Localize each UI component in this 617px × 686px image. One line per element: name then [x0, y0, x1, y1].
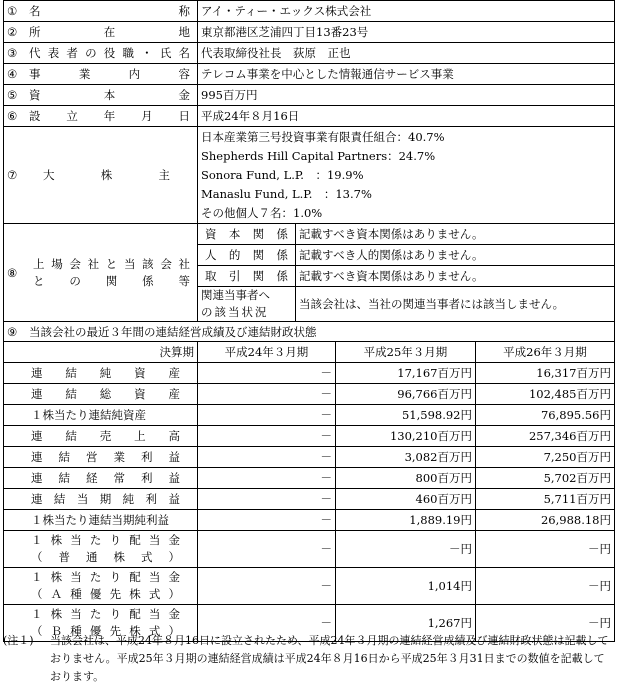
item-number: ①: [7, 4, 18, 18]
financial-row: [4, 405, 615, 426]
financial-row: [4, 426, 615, 447]
item-value: 代表取締役社長 荻原 正也: [198, 43, 615, 64]
header-fy2013: 平成25年３月期: [336, 342, 476, 363]
financial-label: １株当たり連結当期純利益: [4, 510, 198, 531]
item-number: ②: [7, 25, 18, 39]
financial-value: 5,711百万円: [476, 489, 615, 510]
financial-value: －: [198, 468, 336, 489]
item-label: 設 立 年 月 日: [29, 109, 190, 123]
shareholder-item: 日本産業第三号投資事業有限責任組合：40.7%: [201, 129, 445, 144]
header-fy2012: 平成24年３月期: [198, 342, 336, 363]
financial-value: 7,250百万円: [476, 447, 615, 468]
header-period: 決算期: [4, 342, 198, 363]
relation-type: 資 本 関 係: [198, 224, 296, 245]
financial-value: －: [198, 405, 336, 426]
relation-type: 取 引 関 係: [198, 266, 296, 287]
financial-row: [4, 447, 615, 468]
relation-value: 記載すべき資本関係はありません。: [296, 266, 615, 287]
dividend-label: １ 株 当 た り 配 当 金 （ 普 通 株 式 ）: [4, 531, 198, 568]
relation-label-line2: と の 関 係 等: [33, 273, 190, 288]
info-row: [4, 43, 615, 64]
financial-value: 102,485百万円: [476, 384, 615, 405]
dividend-value: －円: [476, 568, 615, 605]
dividend-value: －円: [476, 605, 615, 642]
financial-label: 連 結 総 資 産: [4, 384, 198, 405]
shareholder-item: Sonora Fund, L.P. ：19.9%: [201, 167, 364, 182]
shareholder-list: [198, 127, 615, 224]
financial-title-row: [4, 322, 615, 342]
info-row: [4, 22, 615, 43]
dividend-value: －円: [336, 531, 476, 568]
related-party-label: 関連当事者へ の該当状況: [198, 287, 296, 322]
footnote: [3, 632, 614, 686]
shareholder-item: Shepherds Hill Capital Partners：24.7%: [201, 148, 436, 163]
item-number: ④: [7, 67, 18, 81]
financial-value: 16,317百万円: [476, 363, 615, 384]
relation-value: 記載すべき人的関係はありません。: [296, 245, 615, 266]
shareholder-item: その他個人７名：1.0%: [201, 205, 323, 220]
dividend-value: 1,267円: [336, 605, 476, 642]
financial-value: －: [198, 426, 336, 447]
financial-row: [4, 510, 615, 531]
financial-label: 連 結 売 上 高: [4, 426, 198, 447]
financial-value: 800百万円: [336, 468, 476, 489]
info-row: [4, 1, 615, 22]
header-fy2014: 平成26年３月期: [476, 342, 615, 363]
dividend-value: －: [198, 531, 336, 568]
item-label: 名 称: [29, 4, 190, 18]
financial-label: 連 結 当 期 純 利 益: [4, 489, 198, 510]
info-row: [4, 106, 615, 127]
shareholder-item: Manaslu Fund, L.P. ：13.7%: [201, 186, 372, 201]
dividend-label: １ 株 当 た り 配 当 金 （ Ｂ 種 優 先 株 式 ）: [4, 605, 198, 642]
financial-value: －: [198, 384, 336, 405]
item-number: ⑤: [7, 88, 18, 102]
financial-value: 17,167百万円: [336, 363, 476, 384]
financial-value: 130,210百万円: [336, 426, 476, 447]
item-value: テレコム事業を中心とした情報通信サービス事業: [198, 64, 615, 85]
relation-row: [4, 224, 615, 245]
dividend-row: [4, 531, 615, 568]
financial-row: [4, 363, 615, 384]
relation-label-line1: 上 場 会 社 と 当 該 会 社: [33, 256, 190, 271]
item-number: ⑨: [7, 324, 18, 339]
financial-value: 257,346百万円: [476, 426, 615, 447]
financial-row: [4, 468, 615, 489]
financial-value: 1,889.19円: [336, 510, 476, 531]
item-label-shareholders: 大 株 主: [43, 168, 170, 182]
info-row: [4, 85, 615, 106]
financial-value: －: [198, 363, 336, 384]
item-number: ⑦: [7, 168, 18, 182]
dividend-label: １ 株 当 た り 配 当 金 （ Ａ 種 優 先 株 式 ）: [4, 568, 198, 605]
financial-value: －: [198, 510, 336, 531]
item-value: 平成24年８月16日: [198, 106, 615, 127]
item-value: 995百万円: [198, 85, 615, 106]
item-number: ③: [7, 46, 18, 60]
item-value: アイ・ティー・エックス株式会社: [198, 1, 615, 22]
financial-title: 当該会社の最近３年間の連結経営成績及び連結財政状態: [29, 324, 317, 339]
dividend-value: －: [198, 605, 336, 642]
dividend-value: －円: [476, 531, 615, 568]
financial-label: １株当たり連結純資産: [4, 405, 198, 426]
financial-label: 連 結 経 常 利 益: [4, 468, 198, 489]
financial-value: 26,988.18円: [476, 510, 615, 531]
footnote-tag: (注１): [3, 634, 34, 647]
financial-value: 51,598.92円: [336, 405, 476, 426]
item-label: 所 在 地: [29, 25, 190, 39]
dividend-value: 1,014円: [336, 568, 476, 605]
financial-value: 5,702百万円: [476, 468, 615, 489]
info-row: [4, 64, 615, 85]
financial-value: 96,766百万円: [336, 384, 476, 405]
financial-header-row: [4, 342, 615, 363]
related-party-value: 当該会社は、当社の関連当事者には該当しません。: [296, 287, 615, 322]
financial-value: －: [198, 447, 336, 468]
financial-value: 76,895.56円: [476, 405, 615, 426]
shareholders-row: [4, 127, 615, 224]
financial-label: 連 結 純 資 産: [4, 363, 198, 384]
item-number: ⑥: [7, 109, 18, 123]
item-value: 東京都港区芝浦四丁目13番23号: [198, 22, 615, 43]
footnote-text: 当該会社は、平成24年８月16日に設立されたため、平成24年３月期の連結経営成績及び連結財政状態は記載しておりません。平成25年３月期の連結経営成績は平成24年８月16日から平成25年３月31日までの数値を記載しております。: [50, 634, 609, 683]
relation-type: 人 的 関 係: [198, 245, 296, 266]
relation-value: 記載すべき資本関係はありません。: [296, 224, 615, 245]
item-label: 資 本 金: [29, 88, 190, 102]
financial-value: 3,082百万円: [336, 447, 476, 468]
financial-label: 連 結 営 業 利 益: [4, 447, 198, 468]
item-number: ⑧: [7, 265, 18, 280]
financial-value: －: [198, 489, 336, 510]
item-label: 事 業 内 容: [29, 67, 190, 81]
company-overview-table: [3, 0, 614, 642]
financial-row: [4, 384, 615, 405]
dividend-value: －: [198, 568, 336, 605]
financial-value: 460百万円: [336, 489, 476, 510]
dividend-row: [4, 568, 615, 605]
item-label: 代 表 者 の 役 職 ・ 氏 名: [29, 46, 190, 60]
financial-row: [4, 489, 615, 510]
